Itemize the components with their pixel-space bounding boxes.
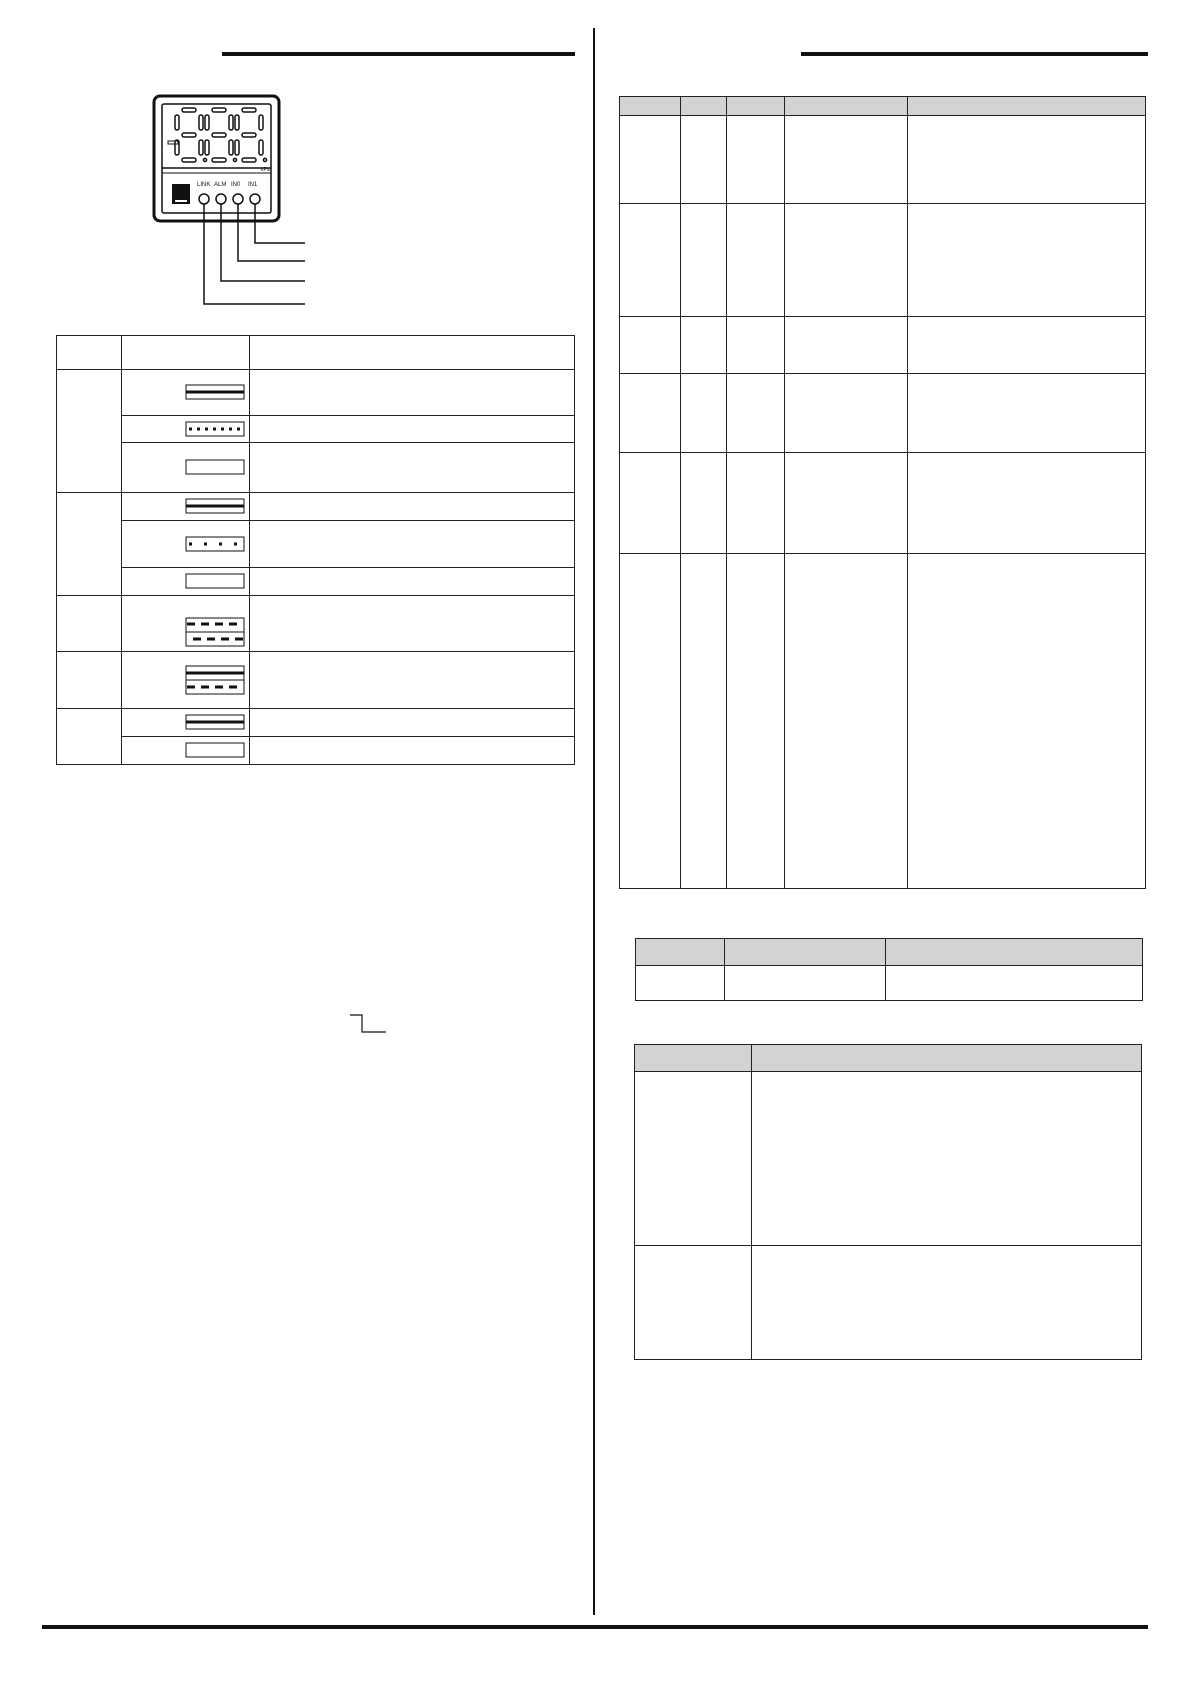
led-label-in1: IN1: [248, 182, 258, 188]
unit-label: kPa: [261, 167, 270, 173]
led-alm-icon: [216, 194, 226, 204]
table-row: [57, 652, 575, 709]
table-row: [57, 521, 575, 568]
digit-segment: [182, 108, 196, 112]
led-label-in0: IN0: [231, 182, 241, 188]
header-cell: [57, 336, 122, 370]
table-row: [57, 416, 575, 443]
digit-segment: [235, 140, 239, 155]
column-divider: [593, 28, 595, 1615]
led-label-link: LINK: [197, 182, 211, 188]
table-row: [620, 554, 1146, 889]
right-section-rule: [801, 52, 1148, 56]
digit-segment: [212, 158, 226, 162]
led-state-table: [56, 335, 575, 765]
table-row: [620, 116, 1146, 204]
digit-segment: [205, 115, 209, 130]
digit-segment: [259, 115, 263, 130]
pattern-dotted: [185, 421, 245, 437]
pattern-double-solid: [185, 498, 245, 514]
pattern-solid-over-dashed: [185, 665, 245, 695]
display-panel-diagram: [150, 92, 320, 317]
table-header-row: [636, 939, 1143, 966]
group-cell: [57, 652, 122, 709]
led-in1-icon: [250, 194, 260, 204]
digit-segment: [199, 115, 203, 130]
description-table: [634, 1044, 1142, 1360]
table-row: [57, 568, 575, 596]
digit-segment: [242, 158, 256, 162]
led-indicators: [197, 182, 260, 204]
table-row: [57, 370, 575, 416]
specification-table: [619, 96, 1146, 889]
table-row: [635, 1072, 1142, 1246]
digit-segment: [235, 115, 239, 130]
digit-segment: [242, 133, 256, 137]
digit-segment: [182, 158, 196, 162]
step-symbol: [348, 1013, 388, 1035]
table-row: [620, 317, 1146, 374]
pattern-double-dashed: [185, 617, 245, 647]
table-row: [57, 596, 575, 652]
table-row: [635, 1246, 1142, 1360]
header-cell: [122, 336, 250, 370]
header-cell: [250, 336, 575, 370]
left-section-rule: [222, 52, 575, 56]
footer-rule: [42, 1625, 1148, 1629]
pattern-empty: [185, 742, 245, 758]
seven-segment-digits: [175, 108, 267, 162]
leader-lines: [204, 204, 305, 304]
digit-segment: [212, 108, 226, 112]
digit-segment: [205, 140, 209, 155]
table-header-row: [620, 97, 1146, 116]
digit-segment: [199, 140, 203, 155]
minus-segment: [168, 141, 178, 144]
table-header-row: [57, 336, 575, 370]
led-in0-icon: [233, 194, 243, 204]
digit-segment: [212, 133, 226, 137]
pattern-empty: [185, 459, 245, 475]
digit-segment: [259, 140, 263, 155]
pattern-double-solid: [185, 384, 245, 400]
decimal-point: [233, 158, 236, 161]
digit-segment: [175, 115, 179, 130]
table-header-row: [635, 1045, 1142, 1072]
digit-segment: [229, 115, 233, 130]
led-label-alm: ALM: [214, 182, 227, 188]
group-cell: [57, 709, 122, 765]
table-row: [57, 737, 575, 765]
table-row: [57, 493, 575, 521]
table-row: [620, 374, 1146, 453]
table-row: [620, 204, 1146, 317]
led-link-icon: [199, 194, 209, 204]
digit-segment: [242, 108, 256, 112]
small-table: [635, 938, 1143, 1001]
group-cell: [57, 370, 122, 493]
digit-segment: [182, 133, 196, 137]
table-row: [57, 443, 575, 493]
group-cell: [57, 596, 122, 652]
group-cell: [57, 493, 122, 596]
pattern-sparse-dotted: [185, 536, 245, 552]
pattern-empty: [185, 573, 245, 589]
table-row: [636, 966, 1143, 1001]
decimal-point: [263, 158, 266, 161]
pattern-double-solid: [185, 714, 245, 730]
table-row: [620, 453, 1146, 554]
table-row: [57, 709, 575, 737]
digit-segment: [175, 140, 179, 155]
digit-segment: [229, 140, 233, 155]
decimal-point: [203, 158, 206, 161]
